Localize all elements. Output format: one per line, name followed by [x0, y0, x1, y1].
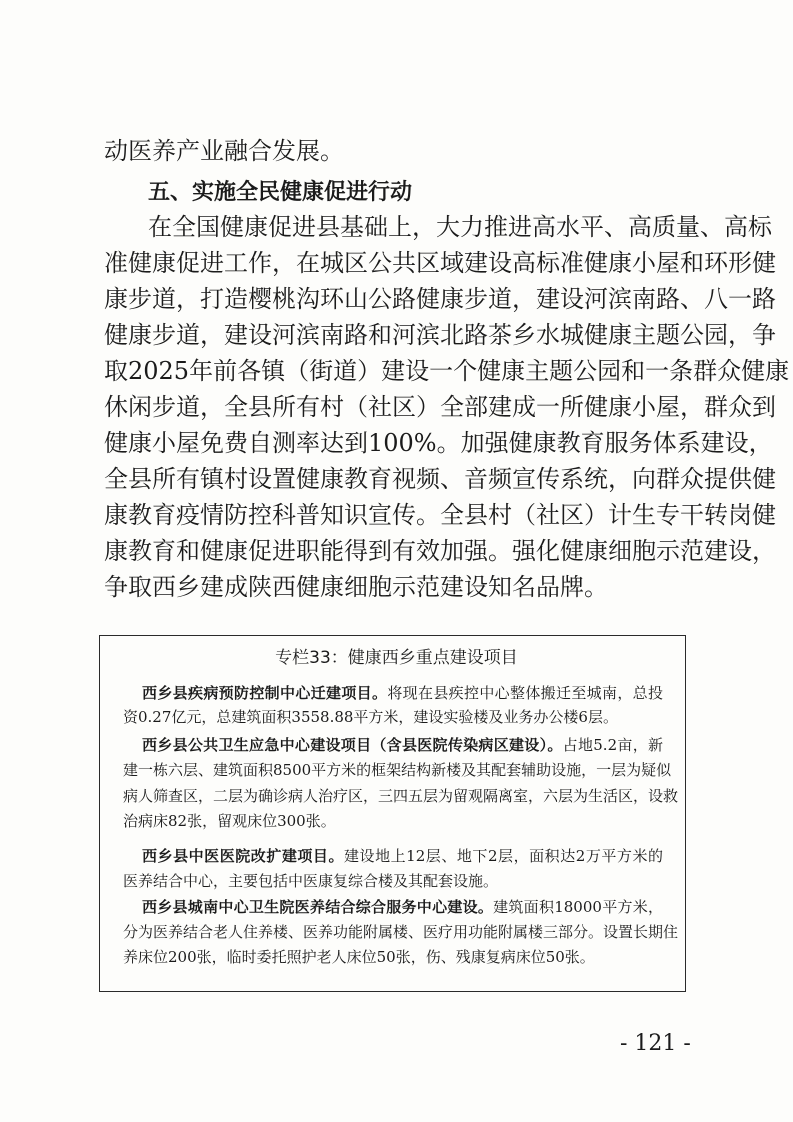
paragraph-line: 健康小屋免费自测率达到100%。加强健康教育服务体系建设，: [104, 429, 773, 457]
box-item-first-line: [142, 896, 663, 918]
box-item-first-line: [142, 845, 663, 867]
project-text: 占地5.2亩，新: [562, 736, 663, 754]
box-item-first-line: [142, 734, 663, 756]
project-text: 建筑面积18000平方米，: [493, 898, 663, 916]
paragraph-line: 全县所有镇村设置健康教育视频、音频宣传系统，向群众提供健: [104, 465, 776, 493]
box-item-line: 病人筛查区，二层为确诊病人治疗区，三四五层为留观隔离室，六层为生活区，设救: [123, 787, 679, 805]
box-item-line: 分为医养结合老人住养楼、医养功能附属楼、医疗用功能附属楼三部分。设置长期住: [123, 923, 679, 941]
project-name: 西乡县公共卫生应急中心建设项目（含县医院传染病区建设）。: [142, 736, 563, 754]
box-item-line: 养床位200张，临时委托照护老人床位50张，伤、残康复病床位50张。: [123, 948, 595, 966]
box-item-line: 建一栋六层、建筑面积8500平方米的框架结构新楼及其配套辅助设施，一层为疑似: [123, 761, 672, 779]
project-text: 建设地上12层、地下2层，面积达2万平方米的: [344, 847, 663, 865]
project-name: 西乡县疾病预防控制中心迁建项目。: [142, 684, 388, 702]
page-number: - 121 -: [620, 1031, 691, 1056]
project-text: 将现在县疾控中心整体搬迁至城南，总投: [387, 684, 663, 702]
box-item-first-line: [142, 682, 663, 704]
paragraph-line: 康教育疫情防控科普知识宣传。全县村（社区）计生专干转岗健: [104, 501, 776, 529]
paragraph-line: 康步道，打造樱桃沟环山公路健康步道，建设河滨南路、八一路: [104, 285, 776, 313]
box-item-line: 资0.27亿元，总建筑面积3558.88平方米，建设实验楼及业务办公楼6层。: [123, 708, 618, 726]
paragraph-line: 休闲步道，全县所有村（社区）全部建成一所健康小屋，群众到: [104, 393, 776, 421]
paragraph-line: 康教育和健康促进职能得到有效加强。强化健康细胞示范建设，: [104, 537, 776, 565]
box-item-line: 治病床82张，留观床位300张。: [123, 812, 336, 830]
box-title: 专栏33：健康西乡重点建设项目: [275, 648, 518, 668]
paragraph-line: 健康步道，建设河滨南路和河滨北路茶乡水城健康主题公园，争: [104, 321, 776, 349]
project-name: 西乡县城南中心卫生院医养结合综合服务中心建设。: [142, 898, 494, 916]
box-item-line: 医养结合中心，主要包括中医康复综合楼及其配套设施。: [123, 872, 499, 890]
section-heading: 五、实施全民健康促进行动: [148, 180, 413, 205]
paragraph-line: 动医养产业融合发展。: [104, 137, 344, 165]
paragraph-line: 争取西乡建成陕西健康细胞示范建设知名品牌。: [104, 573, 608, 601]
paragraph-line: 准健康促进工作，在城区公共区域建设高标准健康小屋和环形健: [104, 249, 776, 277]
project-name: 西乡县中医医院改扩建项目。: [142, 847, 345, 865]
paragraph-line: 在全国健康促进县基础上，大力推进高水平、高质量、高标: [148, 213, 772, 241]
paragraph-line: 取2025年前各镇（街道）建设一个健康主题公园和一条群众健康: [104, 357, 790, 385]
